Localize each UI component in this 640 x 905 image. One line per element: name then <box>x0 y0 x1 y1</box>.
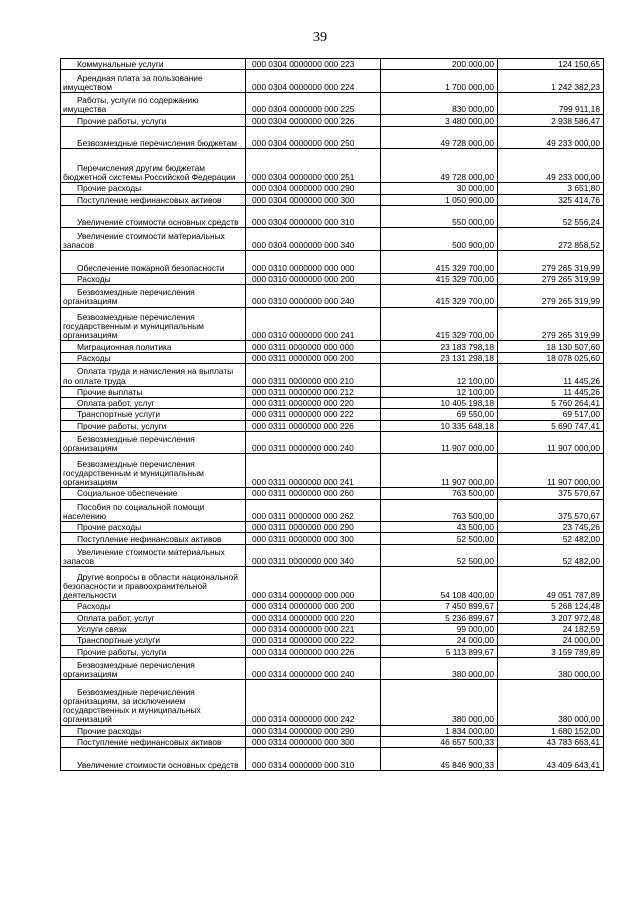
row-code-cell: 000 0304 0000000 000 310 <box>246 205 381 228</box>
row-executed-cell: 3 651,80 <box>498 183 604 194</box>
row-executed-cell: 1 680 152,00 <box>498 725 604 736</box>
row-name-cell: Поступление нефинансовых активов <box>61 533 246 544</box>
row-executed-cell: 380 000,00 <box>498 657 604 680</box>
row-approved-cell: 415 329 700,00 <box>381 251 498 274</box>
row-approved-cell: 49 728 000,00 <box>381 149 498 183</box>
row-name-cell: Перечисления другим бюджетам бюджетной системы Российской Федерации <box>61 149 246 183</box>
row-code-cell: 000 0310 0000000 000 240 <box>246 284 381 307</box>
table-row <box>61 115 604 126</box>
row-approved-cell: 23 131 298,18 <box>381 352 498 363</box>
row-name-cell: Оплата работ, услуг <box>61 612 246 623</box>
row-approved-cell: 380 000,00 <box>381 680 498 725</box>
row-approved-cell: 45 846 900,33 <box>381 748 498 771</box>
row-code-cell: 000 0310 0000000 000 000 <box>246 251 381 274</box>
row-name-cell: Поступление нефинансовых активов <box>61 736 246 747</box>
row-name-cell: Увеличение стоимости основных средств <box>61 205 246 228</box>
table-row <box>61 194 604 205</box>
row-executed-cell: 3 207 972,48 <box>498 612 604 623</box>
row-code-cell: 000 0304 0000000 000 224 <box>246 70 381 93</box>
row-name-cell: Безвозмездные перечисления государственным и муниципальным организациям <box>61 307 246 341</box>
table-row <box>61 612 604 623</box>
row-approved-cell: 24 000,00 <box>381 635 498 646</box>
row-executed-cell: 24 000,00 <box>498 635 604 646</box>
table-row <box>61 499 604 522</box>
row-code-cell: 000 0311 0000000 000 300 <box>246 533 381 544</box>
table-row <box>61 205 604 228</box>
row-approved-cell: 415 329 700,00 <box>381 273 498 284</box>
table-row <box>61 397 604 408</box>
row-executed-cell: 279 265 319,99 <box>498 284 604 307</box>
row-code-cell: 000 0304 0000000 000 340 <box>246 228 381 251</box>
row-executed-cell: 375 570,67 <box>498 499 604 522</box>
row-approved-cell: 5 236 899,67 <box>381 612 498 623</box>
row-code-cell: 000 0311 0000000 000 200 <box>246 352 381 363</box>
table-row <box>61 251 604 274</box>
row-code-cell: 000 0314 0000000 000 240 <box>246 657 381 680</box>
table-row <box>61 228 604 251</box>
row-code-cell: 000 0311 0000000 000 290 <box>246 522 381 533</box>
row-name-cell: Увеличение стоимости материальных запасов <box>61 228 246 251</box>
table-row <box>61 454 604 488</box>
row-name-cell: Арендная плата за пользование имуществом <box>61 70 246 93</box>
row-code-cell: 000 0304 0000000 000 251 <box>246 149 381 183</box>
row-executed-cell: 279 265 319,99 <box>498 273 604 284</box>
row-code-cell: 000 0314 0000000 000 200 <box>246 601 381 612</box>
row-approved-cell: 1 050 900,00 <box>381 194 498 205</box>
table-row <box>61 544 604 567</box>
row-approved-cell: 550 000,00 <box>381 205 498 228</box>
row-executed-cell: 52 556,24 <box>498 205 604 228</box>
row-code-cell: 000 0314 0000000 000 226 <box>246 646 381 657</box>
row-executed-cell: 5 690 747,41 <box>498 420 604 431</box>
row-name-cell: Транспортные услуги <box>61 635 246 646</box>
row-executed-cell: 43 783 663,41 <box>498 736 604 747</box>
row-code-cell: 000 0314 0000000 000 242 <box>246 680 381 725</box>
row-code-cell: 000 0311 0000000 000 262 <box>246 499 381 522</box>
row-approved-cell: 500 900,00 <box>381 228 498 251</box>
row-name-cell: Прочие работы, услуги <box>61 115 246 126</box>
budget-execution-table <box>60 58 604 771</box>
row-approved-cell: 52 500,00 <box>381 533 498 544</box>
row-executed-cell: 1 242 382,23 <box>498 70 604 93</box>
table-row <box>61 284 604 307</box>
row-name-cell: Расходы <box>61 352 246 363</box>
row-executed-cell: 11 445,26 <box>498 386 604 397</box>
row-code-cell: 000 0304 0000000 000 290 <box>246 183 381 194</box>
table-row <box>61 70 604 93</box>
page-number: 39 <box>313 30 327 45</box>
row-approved-cell: 43 500,00 <box>381 522 498 533</box>
row-code-cell: 000 0304 0000000 000 225 <box>246 92 381 115</box>
row-code-cell: 000 0311 0000000 000 240 <box>246 431 381 454</box>
row-executed-cell: 325 414,76 <box>498 194 604 205</box>
row-approved-cell: 54 108 400,00 <box>381 567 498 601</box>
row-name-cell: Транспортные услуги <box>61 409 246 420</box>
row-name-cell: Безвозмездные перечисления организациям, за исключением государственных и муниципальных организаций <box>61 680 246 725</box>
row-name-cell: Оплата работ, услуг <box>61 397 246 408</box>
row-approved-cell: 52 500,00 <box>381 544 498 567</box>
table-row <box>61 431 604 454</box>
table-row <box>61 92 604 115</box>
row-approved-cell: 99 000,00 <box>381 623 498 634</box>
row-approved-cell: 200 000,00 <box>381 59 498 70</box>
row-name-cell: Обеспечение пожарной безопасности <box>61 251 246 274</box>
row-executed-cell: 279 265 319,99 <box>498 307 604 341</box>
row-executed-cell: 24 182,59 <box>498 623 604 634</box>
table-row <box>61 409 604 420</box>
row-code-cell: 000 0314 0000000 000 000 <box>246 567 381 601</box>
table-row <box>61 522 604 533</box>
row-approved-cell: 69 550,00 <box>381 409 498 420</box>
table-row <box>61 126 604 149</box>
row-name-cell: Пособия по социальной помощи населению <box>61 499 246 522</box>
row-code-cell: 000 0310 0000000 000 241 <box>246 307 381 341</box>
row-code-cell: 000 0314 0000000 000 290 <box>246 725 381 736</box>
row-name-cell: Услуги связи <box>61 623 246 634</box>
row-executed-cell: 52 482,00 <box>498 544 604 567</box>
row-name-cell: Прочие расходы <box>61 725 246 736</box>
table-row <box>61 748 604 771</box>
row-name-cell: Прочие расходы <box>61 183 246 194</box>
row-code-cell: 000 0311 0000000 000 222 <box>246 409 381 420</box>
row-executed-cell: 124 150,65 <box>498 59 604 70</box>
row-approved-cell: 12 100,00 <box>381 386 498 397</box>
row-approved-cell: 10 405 198,18 <box>381 397 498 408</box>
table-row <box>61 307 604 341</box>
row-name-cell: Прочие работы, услуги <box>61 646 246 657</box>
row-executed-cell: 52 482,00 <box>498 533 604 544</box>
table-row <box>61 601 604 612</box>
row-approved-cell: 10 335 648,18 <box>381 420 498 431</box>
table-row <box>61 488 604 499</box>
row-code-cell: 000 0310 0000000 000 200 <box>246 273 381 284</box>
row-approved-cell: 5 113 899,67 <box>381 646 498 657</box>
row-name-cell: Социальное обеспечение <box>61 488 246 499</box>
table-row <box>61 533 604 544</box>
row-executed-cell: 2 938 586,47 <box>498 115 604 126</box>
row-executed-cell: 23 745,26 <box>498 522 604 533</box>
row-executed-cell: 5 268 124,48 <box>498 601 604 612</box>
row-approved-cell: 46 657 500,33 <box>381 736 498 747</box>
row-code-cell: 000 0304 0000000 000 300 <box>246 194 381 205</box>
table-row <box>61 420 604 431</box>
table-row <box>61 273 604 284</box>
row-code-cell: 000 0304 0000000 000 226 <box>246 115 381 126</box>
row-executed-cell: 43 409 643,41 <box>498 748 604 771</box>
row-executed-cell: 11 445,26 <box>498 364 604 387</box>
row-name-cell: Безвозмездные перечисления государственным и муниципальным организациям <box>61 454 246 488</box>
row-name-cell: Коммунальные услуги <box>61 59 246 70</box>
table-row <box>61 635 604 646</box>
table-row <box>61 623 604 634</box>
row-name-cell: Безвозмездные перечисления организациям <box>61 431 246 454</box>
table-row <box>61 352 604 363</box>
table-row <box>61 59 604 70</box>
row-code-cell: 000 0314 0000000 000 222 <box>246 635 381 646</box>
row-name-cell: Безвозмездные перечисления организациям <box>61 657 246 680</box>
table-row <box>61 567 604 601</box>
row-executed-cell: 69 517,00 <box>498 409 604 420</box>
row-executed-cell: 18 078 025,60 <box>498 352 604 363</box>
row-name-cell: Безвозмездные перечисления бюджетам <box>61 126 246 149</box>
table-row <box>61 736 604 747</box>
row-executed-cell: 5 760 264,41 <box>498 397 604 408</box>
table-row <box>61 657 604 680</box>
row-executed-cell: 49 233 000,00 <box>498 149 604 183</box>
row-name-cell: Оплата труда и начисления на выплаты по оплате труда <box>61 364 246 387</box>
table-row <box>61 386 604 397</box>
row-approved-cell: 1 834 000,00 <box>381 725 498 736</box>
row-approved-cell: 49 728 000,00 <box>381 126 498 149</box>
table-body <box>61 59 604 771</box>
row-executed-cell: 11 907 000,00 <box>498 454 604 488</box>
row-name-cell: Другие вопросы в области национальной безопасности и правоохранительной деятельности <box>61 567 246 601</box>
row-code-cell: 000 0311 0000000 000 340 <box>246 544 381 567</box>
row-name-cell: Поступление нефинансовых активов <box>61 194 246 205</box>
row-executed-cell: 11 907 000,00 <box>498 431 604 454</box>
row-name-cell: Прочие работы, услуги <box>61 420 246 431</box>
row-executed-cell: 279 265 319,99 <box>498 251 604 274</box>
row-approved-cell: 763 500,00 <box>381 488 498 499</box>
row-code-cell: 000 0314 0000000 000 310 <box>246 748 381 771</box>
row-approved-cell: 763 500,00 <box>381 499 498 522</box>
table-row <box>61 364 604 387</box>
row-executed-cell: 375 570,67 <box>498 488 604 499</box>
table-row <box>61 725 604 736</box>
row-executed-cell: 49 051 787,89 <box>498 567 604 601</box>
table-row <box>61 680 604 725</box>
row-code-cell: 000 0311 0000000 000 260 <box>246 488 381 499</box>
row-executed-cell: 49 233 000,00 <box>498 126 604 149</box>
row-approved-cell: 415 329 700,00 <box>381 284 498 307</box>
table-row <box>61 341 604 352</box>
row-approved-cell: 380 000,00 <box>381 657 498 680</box>
row-executed-cell: 3 159 789,89 <box>498 646 604 657</box>
row-code-cell: 000 0311 0000000 000 226 <box>246 420 381 431</box>
row-code-cell: 000 0314 0000000 000 220 <box>246 612 381 623</box>
row-name-cell: Расходы <box>61 273 246 284</box>
table-row <box>61 646 604 657</box>
row-name-cell: Увеличение стоимости основных средств <box>61 748 246 771</box>
row-approved-cell: 3 480 000,00 <box>381 115 498 126</box>
row-approved-cell: 30 000,00 <box>381 183 498 194</box>
table-row <box>61 149 604 183</box>
row-approved-cell: 7 450 899,67 <box>381 601 498 612</box>
row-approved-cell: 415 329 700,00 <box>381 307 498 341</box>
row-name-cell: Безвозмездные перечисления организациям <box>61 284 246 307</box>
row-approved-cell: 11 907 000,00 <box>381 431 498 454</box>
row-code-cell: 000 0314 0000000 000 300 <box>246 736 381 747</box>
table-row <box>61 183 604 194</box>
row-name-cell: Расходы <box>61 601 246 612</box>
row-code-cell: 000 0311 0000000 000 241 <box>246 454 381 488</box>
row-code-cell: 000 0311 0000000 000 220 <box>246 397 381 408</box>
row-executed-cell: 380 000,00 <box>498 680 604 725</box>
row-approved-cell: 12 100,00 <box>381 364 498 387</box>
row-code-cell: 000 0311 0000000 000 212 <box>246 386 381 397</box>
row-name-cell: Прочие выплаты <box>61 386 246 397</box>
row-name-cell: Увеличение стоимости материальных запасов <box>61 544 246 567</box>
row-name-cell: Работы, услуги по содержанию имущества <box>61 92 246 115</box>
row-code-cell: 000 0311 0000000 000 000 <box>246 341 381 352</box>
row-executed-cell: 272 858,52 <box>498 228 604 251</box>
row-name-cell: Миграционная политика <box>61 341 246 352</box>
row-approved-cell: 1 700 000,00 <box>381 70 498 93</box>
row-approved-cell: 11 907 000,00 <box>381 454 498 488</box>
row-name-cell: Прочие расходы <box>61 522 246 533</box>
row-approved-cell: 830 000,00 <box>381 92 498 115</box>
row-code-cell: 000 0314 0000000 000 221 <box>246 623 381 634</box>
row-code-cell: 000 0311 0000000 000 210 <box>246 364 381 387</box>
row-executed-cell: 799 911,18 <box>498 92 604 115</box>
row-approved-cell: 23 183 798,18 <box>381 341 498 352</box>
row-executed-cell: 18 130 507,60 <box>498 341 604 352</box>
row-code-cell: 000 0304 0000000 000 250 <box>246 126 381 149</box>
row-code-cell: 000 0304 0000000 000 223 <box>246 59 381 70</box>
